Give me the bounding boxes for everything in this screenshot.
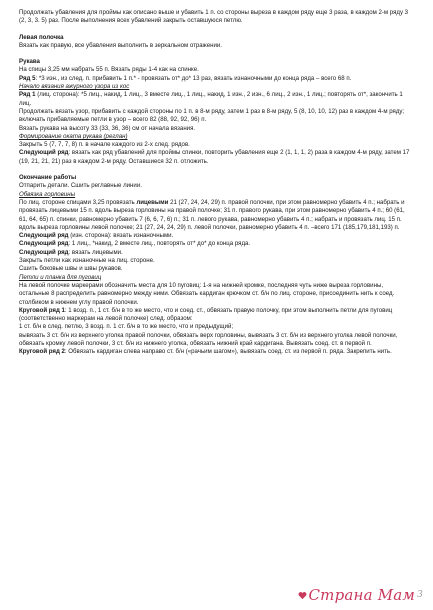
paragraph-round-2: Круговой ряд 2: Обвязать кардиган слева направо ст. б/н («рачьим шагом»), вывязать соед. ст. из первой п. ряда. Закрепить нить. [19,348,392,356]
subheading-cable-pattern: Начало вязания ажурного узора из кос [19,83,130,91]
paragraph-armhole-continue: Продолжать убавления для проймы как описано выше и убавить 1 п. со стороны выреза в каждом ряду еще 3 раза, в каждом 2-м ряду 3 (2, 3, 3. 5) раз. После выполнения всех убавлений закрыть оставшуюся петлю. [19,9,409,25]
row-label: Следующий ряд [19,248,69,256]
subheading-buttonband: Петли и планка для пуговиц [19,273,102,281]
paragraph-side-seams: Сшить боковые швы и швы рукавов. [19,265,123,273]
subheading-raglan: Формирование оката рукава (реглан) [19,132,128,140]
paragraph-sleeve-length: Вязать рукава на высоту 33 (33, 36, 36) см от начала вязания. [19,124,196,132]
subheading-neckband: Обвязка горловины [19,190,76,198]
paragraph-sleeve-row5: Ряд 5: *3 изн., из след. п. прибавить 1 п.* - провязать от* до* 13 раз, вязать изнаночными до конца ряда – всего 68 п. [19,74,352,82]
site-watermark [298,586,423,604]
heading-finishing: Окончание работы [19,174,77,182]
paragraph-neck-row-b: Следующий ряд: 1 лиц., *накид, 2 вместе лиц., повторять от* до* до конца ряда. [19,240,251,248]
row-label: Круговой ряд 2 [19,348,65,356]
heading-sleeves: Рукава [19,58,40,66]
paragraph-buttonhole: 1 ст. б/н в след. петлю, 3 возд. п. 1 ст. б/н в то же место, что и предыдущий; [19,323,234,331]
paragraph-raglan-bindoff: Закрыть 5 (7, 7, 7, 8) п. в начале каждого из 2-х след. рядов. [19,141,190,149]
paragraph-left-front: Вязать как правую, все убавления выполнить в зеркальном отражении. [19,41,222,49]
row-label: Ряд 5 [19,74,36,82]
paragraph-finishing-seams: Отпарить детали. Сшить реглавные линии. [19,182,142,190]
paragraph-sleeve-row1: Ряд 1 (лиц. сторона): *5 лиц., накид, 1 лиц., 3 вместе лиц., 1 лиц., накид, 1 изн., 2 изн., 6 лиц., 2 изн., 1 лиц.; повторять от*, закончить 1 лиц. [19,91,403,107]
document-page [19,9,413,357]
page-number: 3 [417,590,423,600]
paragraph-sleeve-cast-on: На спицы 3,25 мм набрать 55 п. Вязать ряды 1-4 как на спинке. [19,66,199,74]
row-label: Следующий ряд [19,240,69,248]
paragraph-raglan-next-row: Следующий ряд: вязать как ряд убавлений для проймы спинки, повторить убавления еще 2 (1, 1, 1, 2) раза в каждом 4-м ряду, затем 17 (19, 21, 21, 21) раз в каждом 2-м ряду. Оставшиеся 32 п. отложить. [19,149,410,165]
paragraph-round-1: Круговой ряд 1: 1 возд. п., 1 ст. б/н в то же место, что и соед. ст., обвязать правую полочку, при этом выполнить петли для пуговиц (соответственно маркерам на левой полочке) след. образом: [19,306,393,323]
paragraph-button-markers: На левой полочке маркерами обозначить места для 10 пуговиц: 1-я на нижней кромке, последняя чуть ниже выреза горловины, остальные 8 распределить равномерно между ними. Обвязать кардиган крючком ст. б/н по лиц. стороне, присоединить нить к соед. столбиком в нижнем углу правой полочки. [19,281,395,306]
paragraph-neckband: По лиц. стороне спицами 3,25 провязать лицевыми 21 (27, 24, 24, 29) п. правой полочки, при этом равномерно убавить 4 п.; набрать и провязать лицевыми 15 п. вдоль выреза горловины на правой полочке; 31 п. правого рукава, при этом равномерно убавить 4 п.; 60 (61, 61, 64, 65) п. спинки, равномерно убавить 7 (6, 6, 7, 6) п.; 31 п. левого рукава, равномерно убавить 4 п.; набрать и провязать лиц. 15 п. вдоль выреза горловины левой полочке; 21 (27, 24, 24, 29) п. левой полочки, равномерно убавить 4 п. –всего 171 (185,179,181,193) п. [19,198,405,231]
row-label: Круговой ряд 1 [19,306,65,314]
paragraph-bindoff-purlwise: Закрыть петли как изнаночные на лиц. стороне. [19,257,155,265]
paragraph-sleeve-increase: Продолжать вязать узор, прибавить с каждой стороны по 1 п. в 8-м ряду, затем 1 раз в 8-м ряду, 5 (8, 10, 10, 12) раз в каждом 4-м ряду; включать прибавляемые петли в узор – всего 82 (88, 92, 92, 96) п. [19,107,405,124]
row-label: Ряд 1 [19,91,36,99]
paragraph-neck-row-c: Следующий ряд: вязать лицевыми. [19,248,123,256]
heart-icon [298,591,307,600]
row-label: Следующий ряд [19,149,69,157]
paragraph-neck-row-a: Следующий ряд (изн. сторона): вязать изнаночными. [19,232,174,240]
row-label: Следующий ряд [19,232,69,240]
heading-left-front: Левая полочка [19,33,64,41]
paragraph-edging: вывязать 3 ст. б/н из верхнего уголка правой полочки, обвязать верх горловины, вывязать 3 ст. б/н из верхнего уголка левой полочки, обвязать кромку левой полочки, 3 ст. б/н из нижнего уголка, обвязать нижний край кардигана. Вывязать соед. ст. в первой п. [19,331,398,347]
watermark-text: Страна Мам [308,586,416,604]
